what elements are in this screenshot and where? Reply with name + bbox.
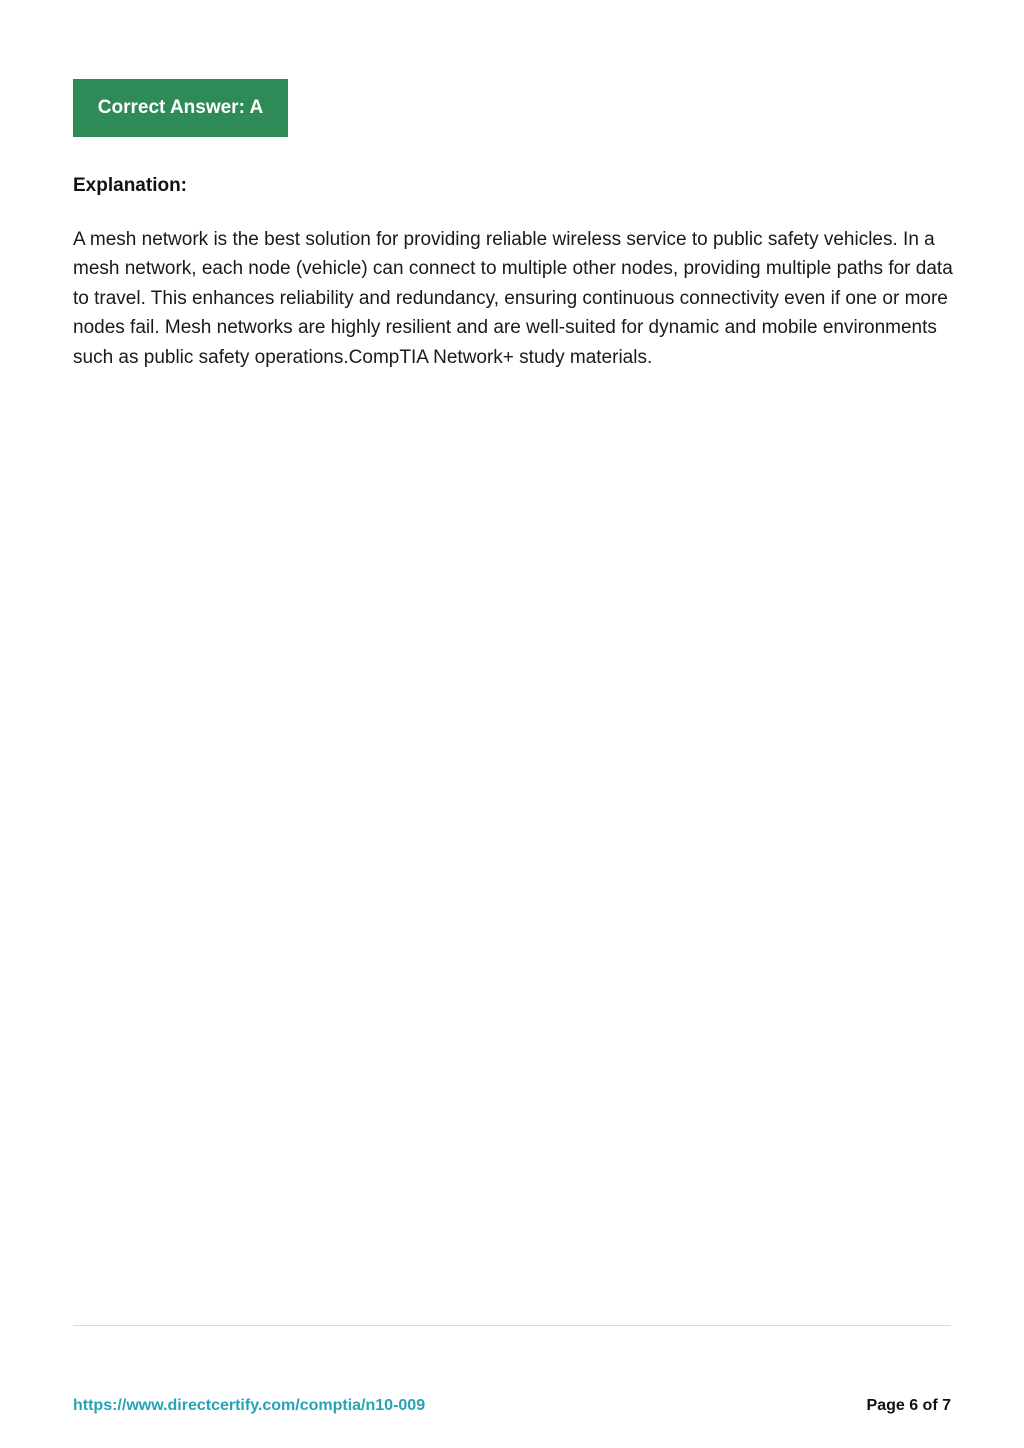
page-number: Page 6 of 7: [866, 1397, 951, 1414]
footer-url-link[interactable]: https://www.directcertify.com/comptia/n10-009: [73, 1397, 426, 1414]
footer-divider: [73, 1325, 951, 1326]
correct-answer-badge: Correct Answer: A: [73, 79, 288, 137]
explanation-heading: Explanation:: [73, 175, 188, 196]
explanation-text: A mesh network is the best solution for providing reliable wireless service to public safety vehicles. In a mesh network, each node (vehicle) can connect to multiple other nodes, providing multiple paths for data to travel. This enhances reliability and redundancy, ensuring continuous connectivity even if one or more nodes fail. Mesh networks are highly resilient and are well-suited for dynamic and mobile environments such as public safety operations.CompTIA Network+ study materials.: [73, 229, 953, 368]
